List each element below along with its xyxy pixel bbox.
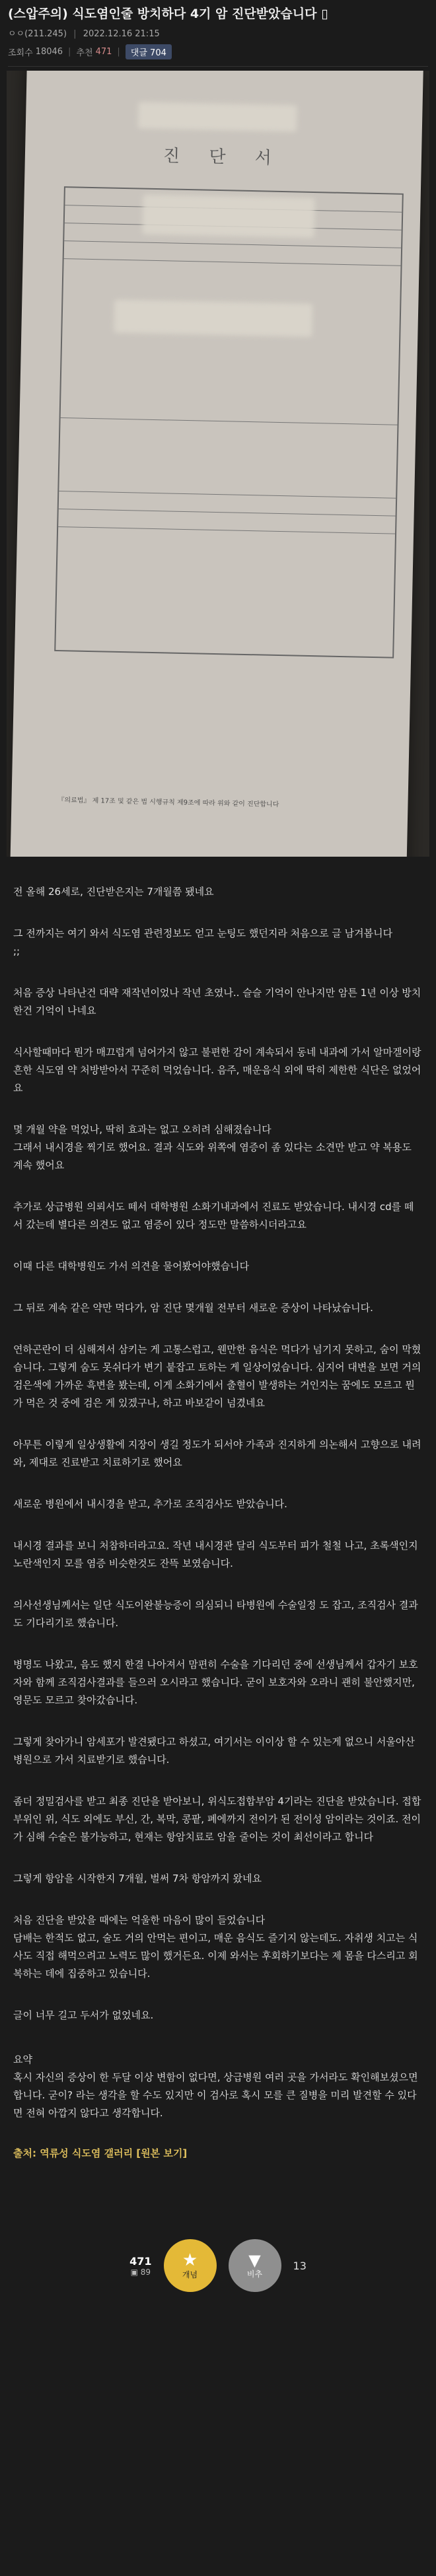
paragraph: 좀더 정밀검사를 받고 최종 진단을 받아보니, 위식도접합부암 4기라는 진단을 받았습니다. 접합부위인 위, 식도 외에도 부신, 간, 복막, 콩팥, 폐에까지 전이가 된 전이성 암이라는 것이죠. 전이가 심해 수술은 불가능하고, 현재는 항암치료로 암을 줄이는 것이 최선이라고 합니다 [13, 1795, 421, 1843]
summary-paragraph: 요약 혹시 자신의 증상이 한 두달 이상 변함이 없다면, 상급병원 여러 곳을 가서라도 확인해보셨으면 합니다. 굳이? 라는 생각을 할 수도 있지만 이 검사로 혹시 모를 큰 질병을 미리 발견할 수 있다면 전혀 아깝지 않다고 생각합니다. [13, 2054, 418, 2119]
downvote-button[interactable] [229, 2239, 281, 2292]
paragraph: 새로운 병원에서 내시경을 받고, 추가로 조직검사도 받았습니다. [13, 1498, 287, 1510]
redaction-blur [114, 300, 312, 337]
paragraph: 내시경 결과를 보니 처참하더라고요. 작년 내시경관 달리 식도부터 피가 철철 나고, 초록색인지 노란색인지 모를 염증 비슷한것도 잔뜩 보였습니다. [13, 1540, 418, 1569]
paragraph: 처음 진단을 받았을 때에는 억울한 마음이 많이 들었습니다 담배는 한적도 없고, 술도 거의 안먹는 편이고, 매운 음식도 즐기지 않는데도. 자취생 치고는 식사도 직접 해먹으려고 노력도 많이 했거든요. 이제 와서는 후회하기보다는 제 몸을 다스리고 회복하는 데에 집중하고 있습니다. [13, 1914, 418, 1980]
separator: | [73, 29, 77, 39]
downvote-label: 비추 [246, 2269, 263, 2279]
vote-box [0, 2239, 436, 2292]
paragraph: 의사선생님께서는 일단 식도이완불능증이 의심되니 타병원에 수술일정 도 잡고, 조직검사 결과도 기다리기로 했습니다. [13, 1599, 418, 1629]
diagnosis-photo[interactable] [7, 71, 429, 857]
post-body [0, 883, 436, 2122]
upvote-button[interactable] [164, 2239, 217, 2292]
separator: | [68, 47, 71, 57]
redaction-blur [142, 195, 314, 238]
paragraph: 식사할때마다 뭔가 매끄럽게 넘어가지 않고 불편한 감이 계속되서 동네 내과에 가서 알마겔이랑 흔한 식도염 약 처방받아서 꾸준히 먹었습니다. 음주, 매운음식 외에 딱히 제한한 식단은 없었어요 [13, 1046, 421, 1094]
fixed-count: ▣ 89 [130, 2267, 151, 2277]
thumbs-down-icon: ▼ [248, 2250, 261, 2270]
comment-count-button[interactable] [126, 44, 172, 59]
paragraph: 그 뒤로 계속 같은 약만 먹다가, 암 진단 몇개월 전부터 새로운 증상이 나타났습니다. [13, 1302, 373, 1314]
comments-count: 704 [150, 48, 166, 58]
up-count: 471 [129, 2254, 152, 2268]
source-link[interactable]: 출처: 역류성 식도염 갤러리 [원본 보기] [13, 2147, 188, 2159]
paragraph: 몇 개월 약을 먹었나, 딱히 효과는 없고 오히려 심해졌습니다 그래서 내시경을 찍기로 했어요. 결과 식도와 위쪽에 염증이 좀 있다는 소견만 받고 약 복용도 계속 했어요 [13, 1124, 412, 1171]
views-count: 18046 [35, 47, 63, 57]
paragraph: 그렇게 찾아가니 암세포가 발견됐다고 하셨고, 여기서는 이이상 할 수 있는게 없으니 서울아산병원으로 가서 치료받기로 했습니다. [13, 1736, 415, 1766]
paragraph: 그 전까지는 여기 와서 식도염 관련정보도 얻고 눈팅도 했던지라 처음으로 글 남겨봅니다 ;; [13, 927, 393, 957]
comments-label: 댓글 [130, 48, 147, 58]
post-stats [8, 44, 428, 59]
star-icon: ★ [182, 2250, 198, 2270]
paragraph: 글이 너무 길고 두서가 없었네요. [13, 2009, 154, 2021]
paragraph: 병명도 나왔고, 음도 했지 한결 나아져서 맘편히 수술을 기다리던 중에 선생님께서 갑자기 보호자와 함께 조직검사결과를 들으러 오시라고 했습니다. 굳이 보호자와 오라니 괜히 불안했지만, 영문도 모르고 찾아갔습니다. [13, 1659, 418, 1706]
divider [8, 66, 428, 67]
paragraph: 전 올해 26세로, 진단받은지는 7개월쯤 됐네요 [13, 886, 214, 898]
post-title: (스압주의) 식도염인줄 방치하다 4기 암 진단받았습니다 ▯ [8, 7, 328, 21]
paragraph: 연하곤란이 더 심해져서 삼키는 게 고통스럽고, 웬만한 음식은 먹다가 넘기지 못하고, 숨이 막혔습니다. 그렇게 숨도 못쉬다가 변기 붙잡고 토하는 게 일상이었습니다. 심지어 대변을 보면 거의 검은색에 가까운 흑변을 봤는데, 이게 소화기에서 출혈이 발생하는 거인지는 꿈에도 모르고 뭔가 먹은 것 중에 검은 게 있겠구나, 하고 바보같이 넘겼네요 [13, 1343, 421, 1409]
paragraph: 이때 다른 대학병원도 가서 의견을 물어봤어야했습니다 [13, 1260, 250, 1272]
redaction-blur [138, 102, 297, 131]
paragraph: 추가로 상급병원 의뢰서도 떼서 대학병원 소화기내과에서 진료도 받았습니다. 내시경 cd를 떼서 갔는데 별다른 의견도 없고 염증이 있다 정도만 말씀하시더라고요 [13, 1201, 414, 1231]
paragraph: 그렇게 항암을 시작한지 7개월, 벌써 7차 항암까지 왔네요 [13, 1873, 262, 1884]
post-header [0, 0, 436, 67]
paragraph: 처음 증상 나타난건 대략 재작년이었나 작년 초였나.. 슬슬 기억이 안나지만 암튼 1년 이상 방치한건 기억이 나네요 [13, 987, 421, 1017]
up-vote-count [129, 2255, 151, 2277]
upvote-label: 개념 [182, 2270, 198, 2279]
recommend-count: 471 [95, 47, 112, 57]
down-count: 13 [293, 2259, 307, 2272]
document-table [54, 186, 404, 659]
document-row [59, 418, 397, 499]
post-date: 2022.12.16 21:15 [83, 29, 160, 39]
document-title: 진 단 서 [163, 146, 284, 169]
document-footer: 『의료법』 제 17조 및 같은 법 시행규칙 제9조에 따라 위와 같이 진단합니다 [57, 797, 279, 809]
recommend-label: 추천 [76, 48, 93, 58]
fixed-count-value: 89 [140, 2267, 151, 2277]
views-label: 조회수 [8, 48, 33, 58]
author[interactable]: ㅇㅇ(211.245) [8, 29, 67, 39]
document-row [61, 259, 401, 425]
post-meta [8, 26, 428, 39]
separator: | [117, 47, 120, 57]
diagnosis-document [10, 71, 423, 857]
paragraph: 아무튼 이렇게 일상생활에 지장이 생길 정도가 되서야 가족과 진지하게 의논해서 고향으로 내려와, 제대로 진료받고 치료하기로 했어요 [13, 1439, 421, 1468]
